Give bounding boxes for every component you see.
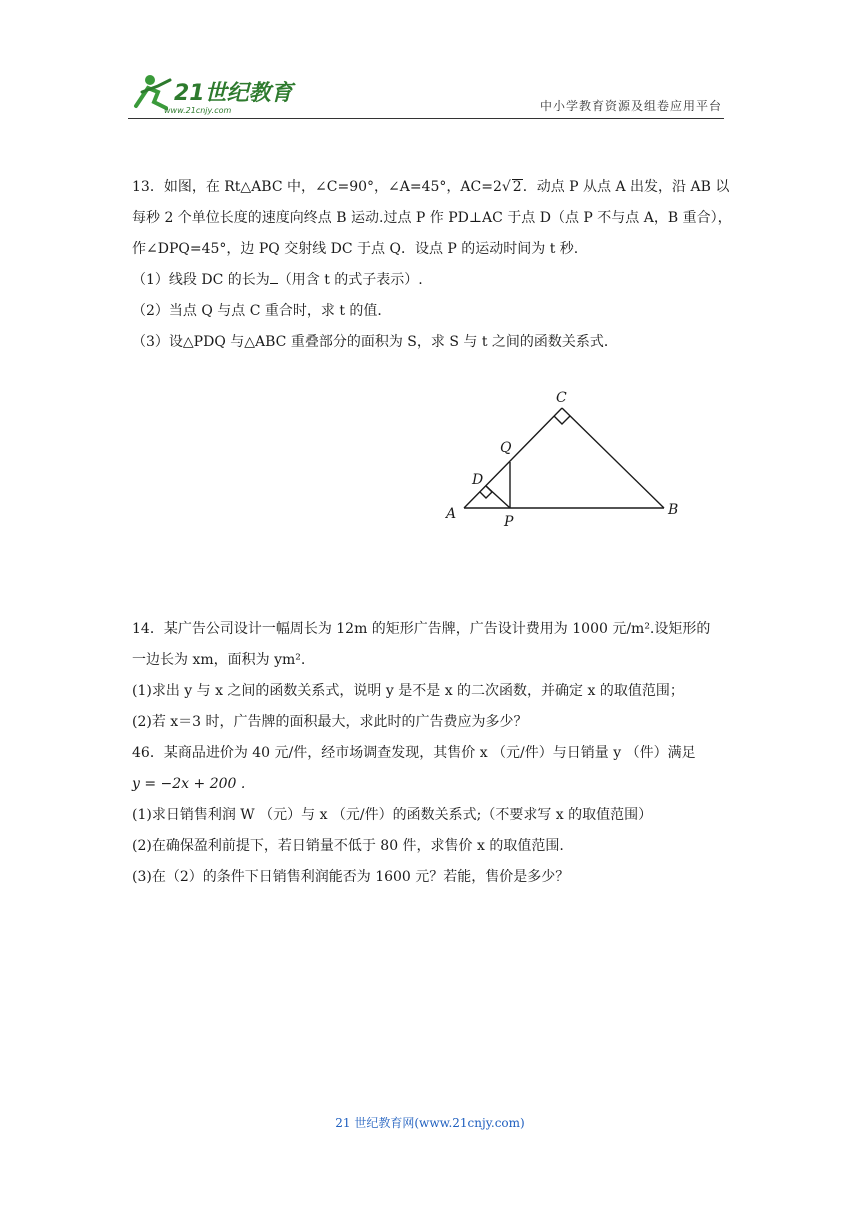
document-body [132,172,732,358]
question-46 [132,738,732,893]
q13-line-2: 每秒 2 个单位长度的速度向终点 B 运动.过点 P 作 PD⊥AC 于点 D（点 P 不与点 A，B 重合）， [132,210,732,226]
label-q: Q [500,440,512,456]
header-platform-text: 中小学教育资源及组卷应用平台 [539,99,722,113]
q46-part-3: (3)在（2）的条件下日销售利润能否为 1600 元？若能，售价是多少？ [132,869,570,885]
logo-text: 21世纪教育 [174,81,293,106]
q13-part-1-hint: （用含 t 的式子表示）. [277,272,423,288]
page-footer: 21 世纪教育网(www.21cnjy.com) [335,1116,525,1130]
q46-part-2: (2)在确保盈利前提下，若日销量不低于 80 件，求售价 x 的取值范围. [132,838,564,854]
q13-intro-1-end: ．动点 P 从点 A 出发，沿 AB 以 [522,179,730,195]
segment-cb [562,408,664,508]
label-c: C [556,390,567,406]
q13-line-1 [132,172,732,203]
q14-line-1: 14．某广告公司设计一幅周长为 12m 的矩形广告牌，广告设计费用为 1000 元/m².设矩形的 [132,621,711,637]
question-13 [132,172,732,358]
q46-part-1: (1)求日销售利润 W （元）与 x （元/件）的函数关系式;（不要求写 x 的取值范围） [132,807,653,823]
sqrt-symbol-icon: √ [501,179,511,195]
label-d: D [472,472,484,488]
q14-part-1: (1)求出 y 与 x 之间的函数关系式，说明 y 是不是 x 的二次函数，并确定 x 的取值范围； [132,683,684,699]
logo-url-text: www.21cnjy.com [164,106,232,115]
answer-blank [270,271,278,284]
q13-line-3: 作∠DPQ=45°，边 PQ 交射线 DC 于点 Q．设点 P 的运动时间为 t 秒. [132,241,579,257]
q13-ac-coefficient: 2 [492,179,502,195]
label-a: A [446,506,457,522]
q46-line-1: 46．某商品进价为 40 元/件，经市场调查发现，其售价 x （元/件）与日销量 y （件）满足 [132,745,696,761]
label-b: B [668,502,679,518]
segment-ac [464,408,562,508]
triangle-figure [438,384,698,534]
question-14 [132,614,732,738]
right-angle-mark-c [554,416,570,424]
q13-part-1 [132,265,732,296]
q14-part-2: (2)若 x＝3 时，广告牌的面积最大，求此时的广告费应为多少？ [132,714,528,730]
logo-21cnjy [128,70,298,116]
q13-part-1-text: （1）线段 DC 的长为 [132,272,270,288]
questions-14-46 [132,614,732,893]
q13-intro-1: 13．如图，在 Rt△ABC 中，∠C=90°，∠A=45°，AC= [132,179,493,195]
q13-ac-radicand: 2 [512,179,522,195]
q46-line-2: y = −2x + 200 . [132,776,246,792]
q13-part-2: （2）当点 Q 与点 C 重合时，求 t 的值． [132,303,392,319]
page-header [128,62,724,119]
label-p: P [504,514,514,530]
q14-line-2: 一边长为 xm，面积为 ym². [132,652,306,668]
q13-part-3: （3）设△PDQ 与△ABC 重叠部分的面积为 S，求 S 与 t 之间的函数关系式． [132,334,618,350]
